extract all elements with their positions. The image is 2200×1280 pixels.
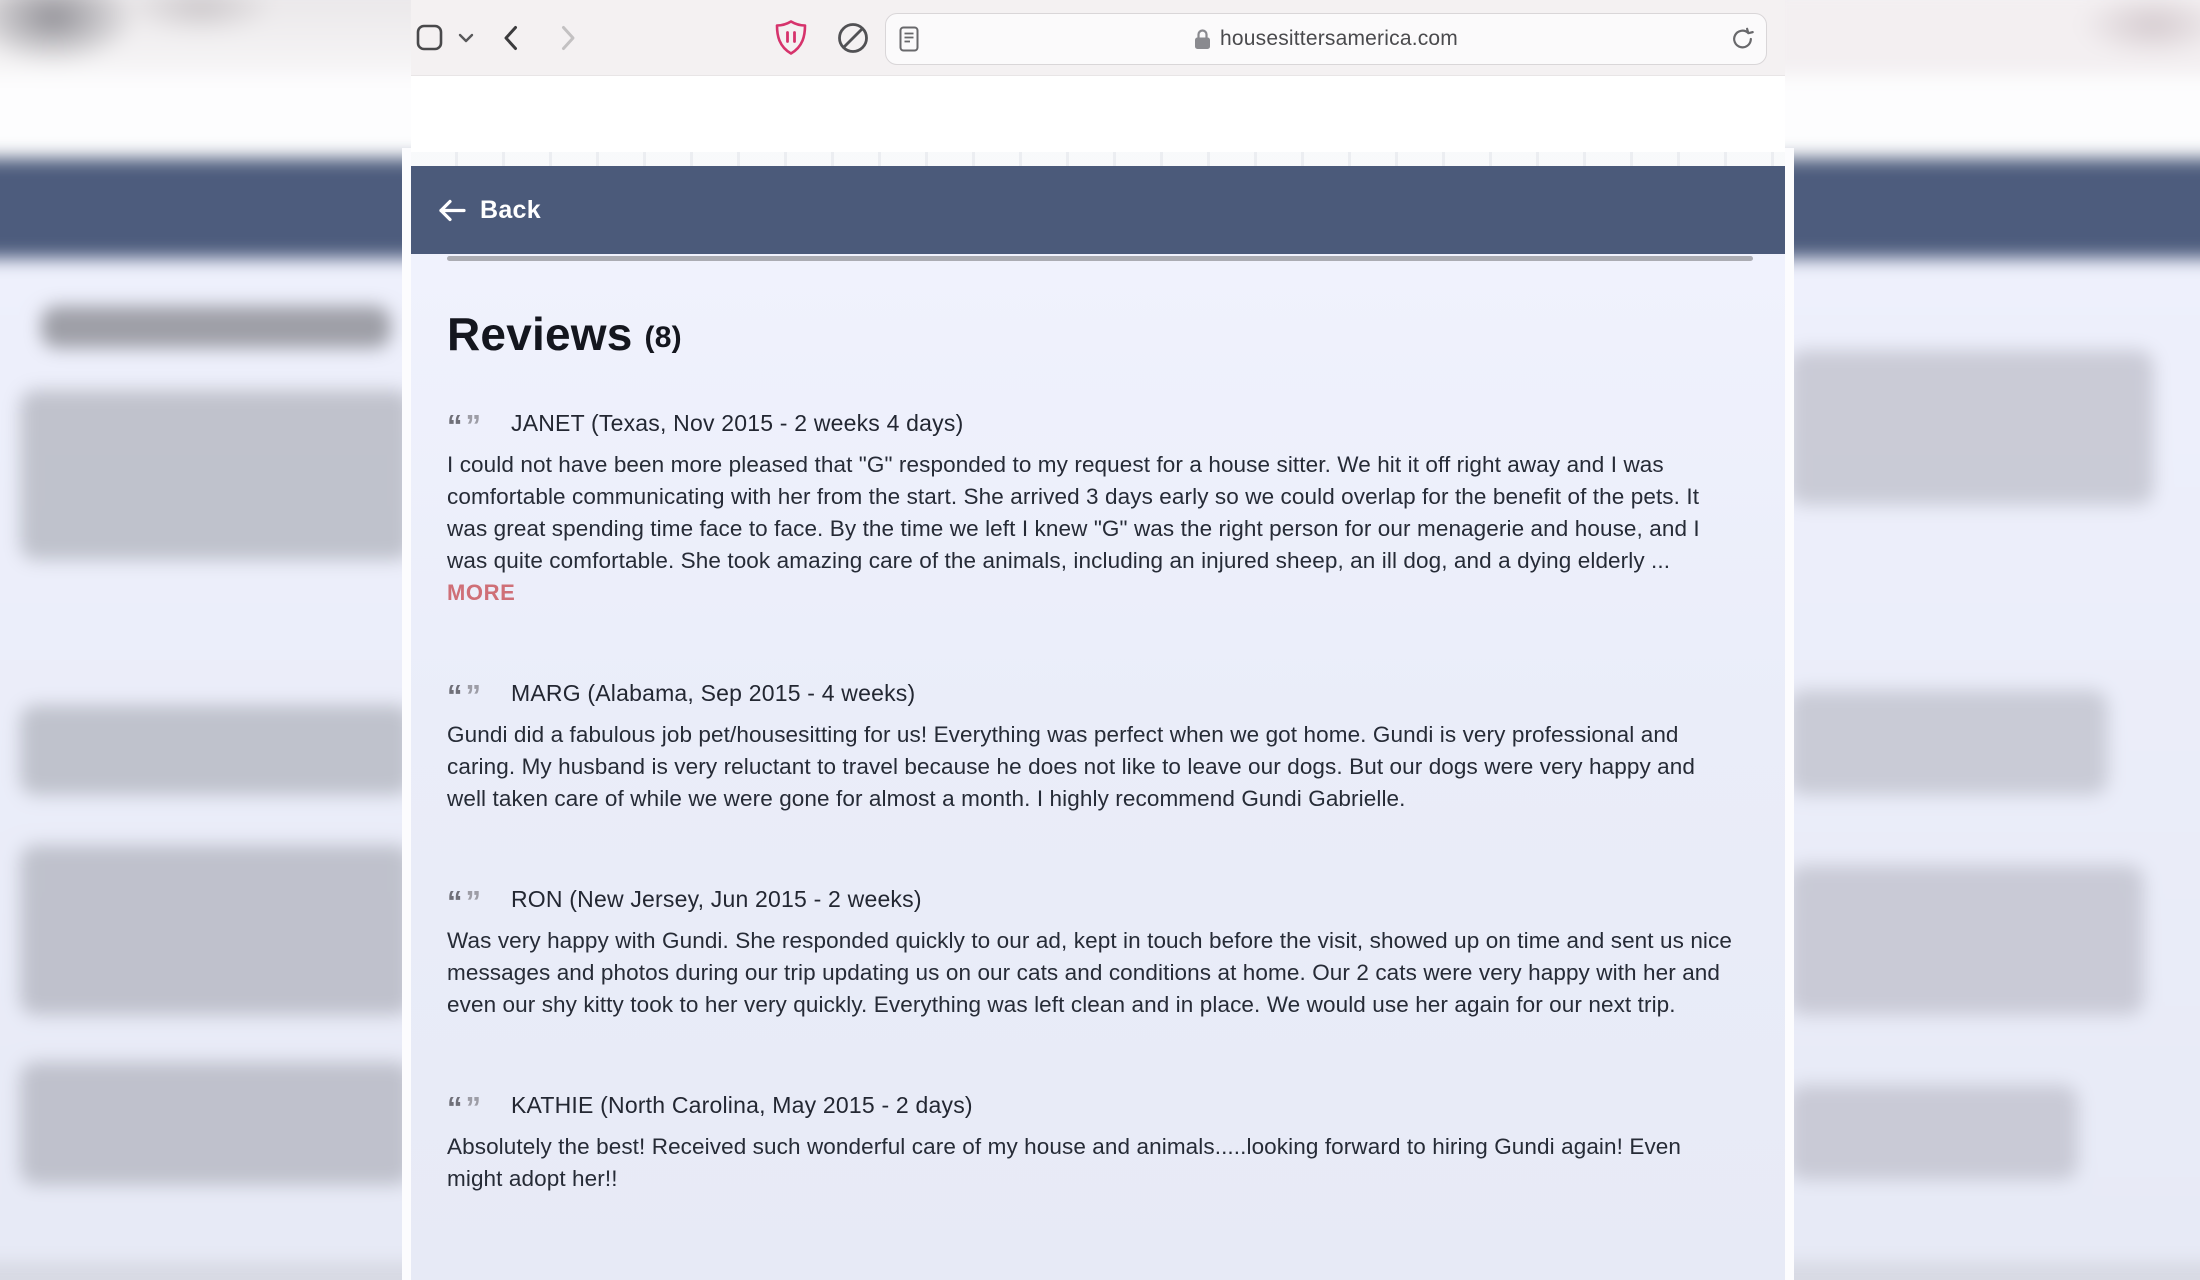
quote-icon: “” — [447, 884, 481, 919]
back-arrow-icon — [436, 198, 467, 223]
blurred-menu-strip — [411, 152, 1785, 166]
sidebar-toggle-button[interactable] — [411, 0, 447, 75]
blur-text-blob — [20, 845, 412, 1015]
history-forward-button[interactable] — [553, 0, 583, 75]
address-bar[interactable] — [885, 13, 1767, 65]
chevron-right-icon — [561, 25, 576, 51]
review-item — [447, 1091, 1737, 1195]
blur-bottom-strip — [1768, 1262, 2200, 1280]
review-header — [447, 1090, 1737, 1125]
page-title-text: Reviews — [447, 308, 633, 360]
quote-icon: “” — [447, 1090, 481, 1125]
more-link[interactable]: MORE — [447, 580, 516, 605]
review-header — [447, 884, 1737, 919]
blurred-page-margin-right — [1788, 0, 2200, 1280]
blur-text-blob — [1788, 350, 2154, 505]
blur-heading-blob — [41, 306, 391, 348]
review-header — [447, 408, 1737, 443]
content-blocker-shield-button[interactable] — [769, 0, 813, 75]
chevron-left-icon — [503, 25, 518, 51]
review-item — [447, 409, 1737, 609]
review-text-body: Gundi did a fabulous job pet/housesitting for us! Everything was perfect when we got home. Gundi is very professional and caring. My husband is very reluctant to travel because he does not like to leave our dogs. But our dogs were very happy and well taken care of while we were gone for almost a month. I highly recommend Gundi Gabrielle. — [447, 722, 1696, 811]
reviewer-name: JANET (Texas, Nov 2015 - 2 weeks 4 days) — [511, 410, 964, 436]
shield-pause-icon — [774, 19, 808, 56]
reader-mode-icon[interactable] — [899, 26, 919, 57]
review-text-body: Absolutely the best! Received such wonderful care of my house and animals.....looking forward to hiring Gundi again! Even might adopt her!! — [447, 1134, 1682, 1191]
blur-white-band — [1768, 75, 2200, 158]
blur-text-blob — [20, 1062, 412, 1185]
reviewer-name: KATHIE (North Carolina, May 2015 - 2 days) — [511, 1092, 973, 1118]
back-navigation-bar[interactable] — [411, 166, 1785, 254]
content-top-divider — [447, 256, 1753, 261]
review-item — [447, 679, 1737, 815]
circle-slash-icon — [836, 21, 870, 55]
blocker-disabled-button[interactable] — [831, 0, 875, 75]
blur-text-blob — [1788, 865, 2144, 1015]
reload-button[interactable] — [1730, 26, 1755, 55]
blur-nav-band — [1768, 158, 2200, 258]
blur-text-blob — [20, 705, 412, 795]
review-text-body: I could not have been more pleased that "G" responded to my request for a house sitter. We hit it off right away and I was comfortable communicating with her from the start. She arrived 3 days early so we could overlap for the benefit of the pets. It was great spending time face to face. By the time we left I knew "G" was the right person for our menagerie and house, and I was quite comfortable. She took amazing care of the animals, including an injured sheep, an ill dog, and a dying elderly ... — [447, 452, 1700, 573]
review-text — [447, 1131, 1737, 1195]
focused-page-column — [411, 0, 1785, 1280]
lock-icon — [1194, 28, 1211, 50]
chevron-down-icon — [458, 33, 474, 43]
page-edge-gutter-right — [1785, 148, 1794, 1280]
page-edge-gutter-left — [402, 148, 411, 1280]
page-title — [447, 308, 1737, 367]
quote-icon: “” — [447, 408, 481, 443]
blur-bottom-strip — [0, 1262, 432, 1280]
review-text — [447, 719, 1737, 815]
blur-nav-band — [0, 158, 432, 258]
blur-text-blob — [1788, 690, 2108, 795]
history-back-button[interactable] — [495, 0, 525, 75]
blur-text-blob — [20, 390, 412, 560]
blur-text-blob — [1788, 1085, 2078, 1180]
quote-icon: “” — [447, 678, 481, 713]
review-text — [447, 925, 1737, 1021]
review-item — [447, 885, 1737, 1021]
back-label: Back — [480, 195, 541, 224]
blur-white-band — [0, 75, 432, 158]
url-text: housesittersamerica.com — [1219, 27, 1459, 50]
reviews-page — [411, 254, 1785, 1280]
review-text-body: Was very happy with Gundi. She responded quickly to our ad, kept in touch before the visit, showed up on time and sent us nice messages and photos during our trip updating us on our cats and conditions at home. Our 2 cats were very happy with her and even our shy kitty took to her very quickly. Everything was left clean and in place. We would use her again for our next trip. — [447, 928, 1732, 1017]
blurred-page-margin-left — [0, 0, 412, 1280]
review-count: (8) — [644, 321, 682, 354]
address-bar-center — [886, 27, 1766, 51]
sidebar-icon — [416, 24, 443, 51]
browser-toolbar — [411, 0, 1785, 76]
review-text — [447, 449, 1737, 609]
reviewer-name: RON (New Jersey, Jun 2015 - 2 weeks) — [511, 886, 922, 912]
review-header — [447, 678, 1737, 713]
tab-overview-chevron-button[interactable] — [453, 0, 479, 75]
reviewer-name: MARG (Alabama, Sep 2015 - 4 weeks) — [511, 680, 916, 706]
reload-icon — [1730, 26, 1755, 52]
